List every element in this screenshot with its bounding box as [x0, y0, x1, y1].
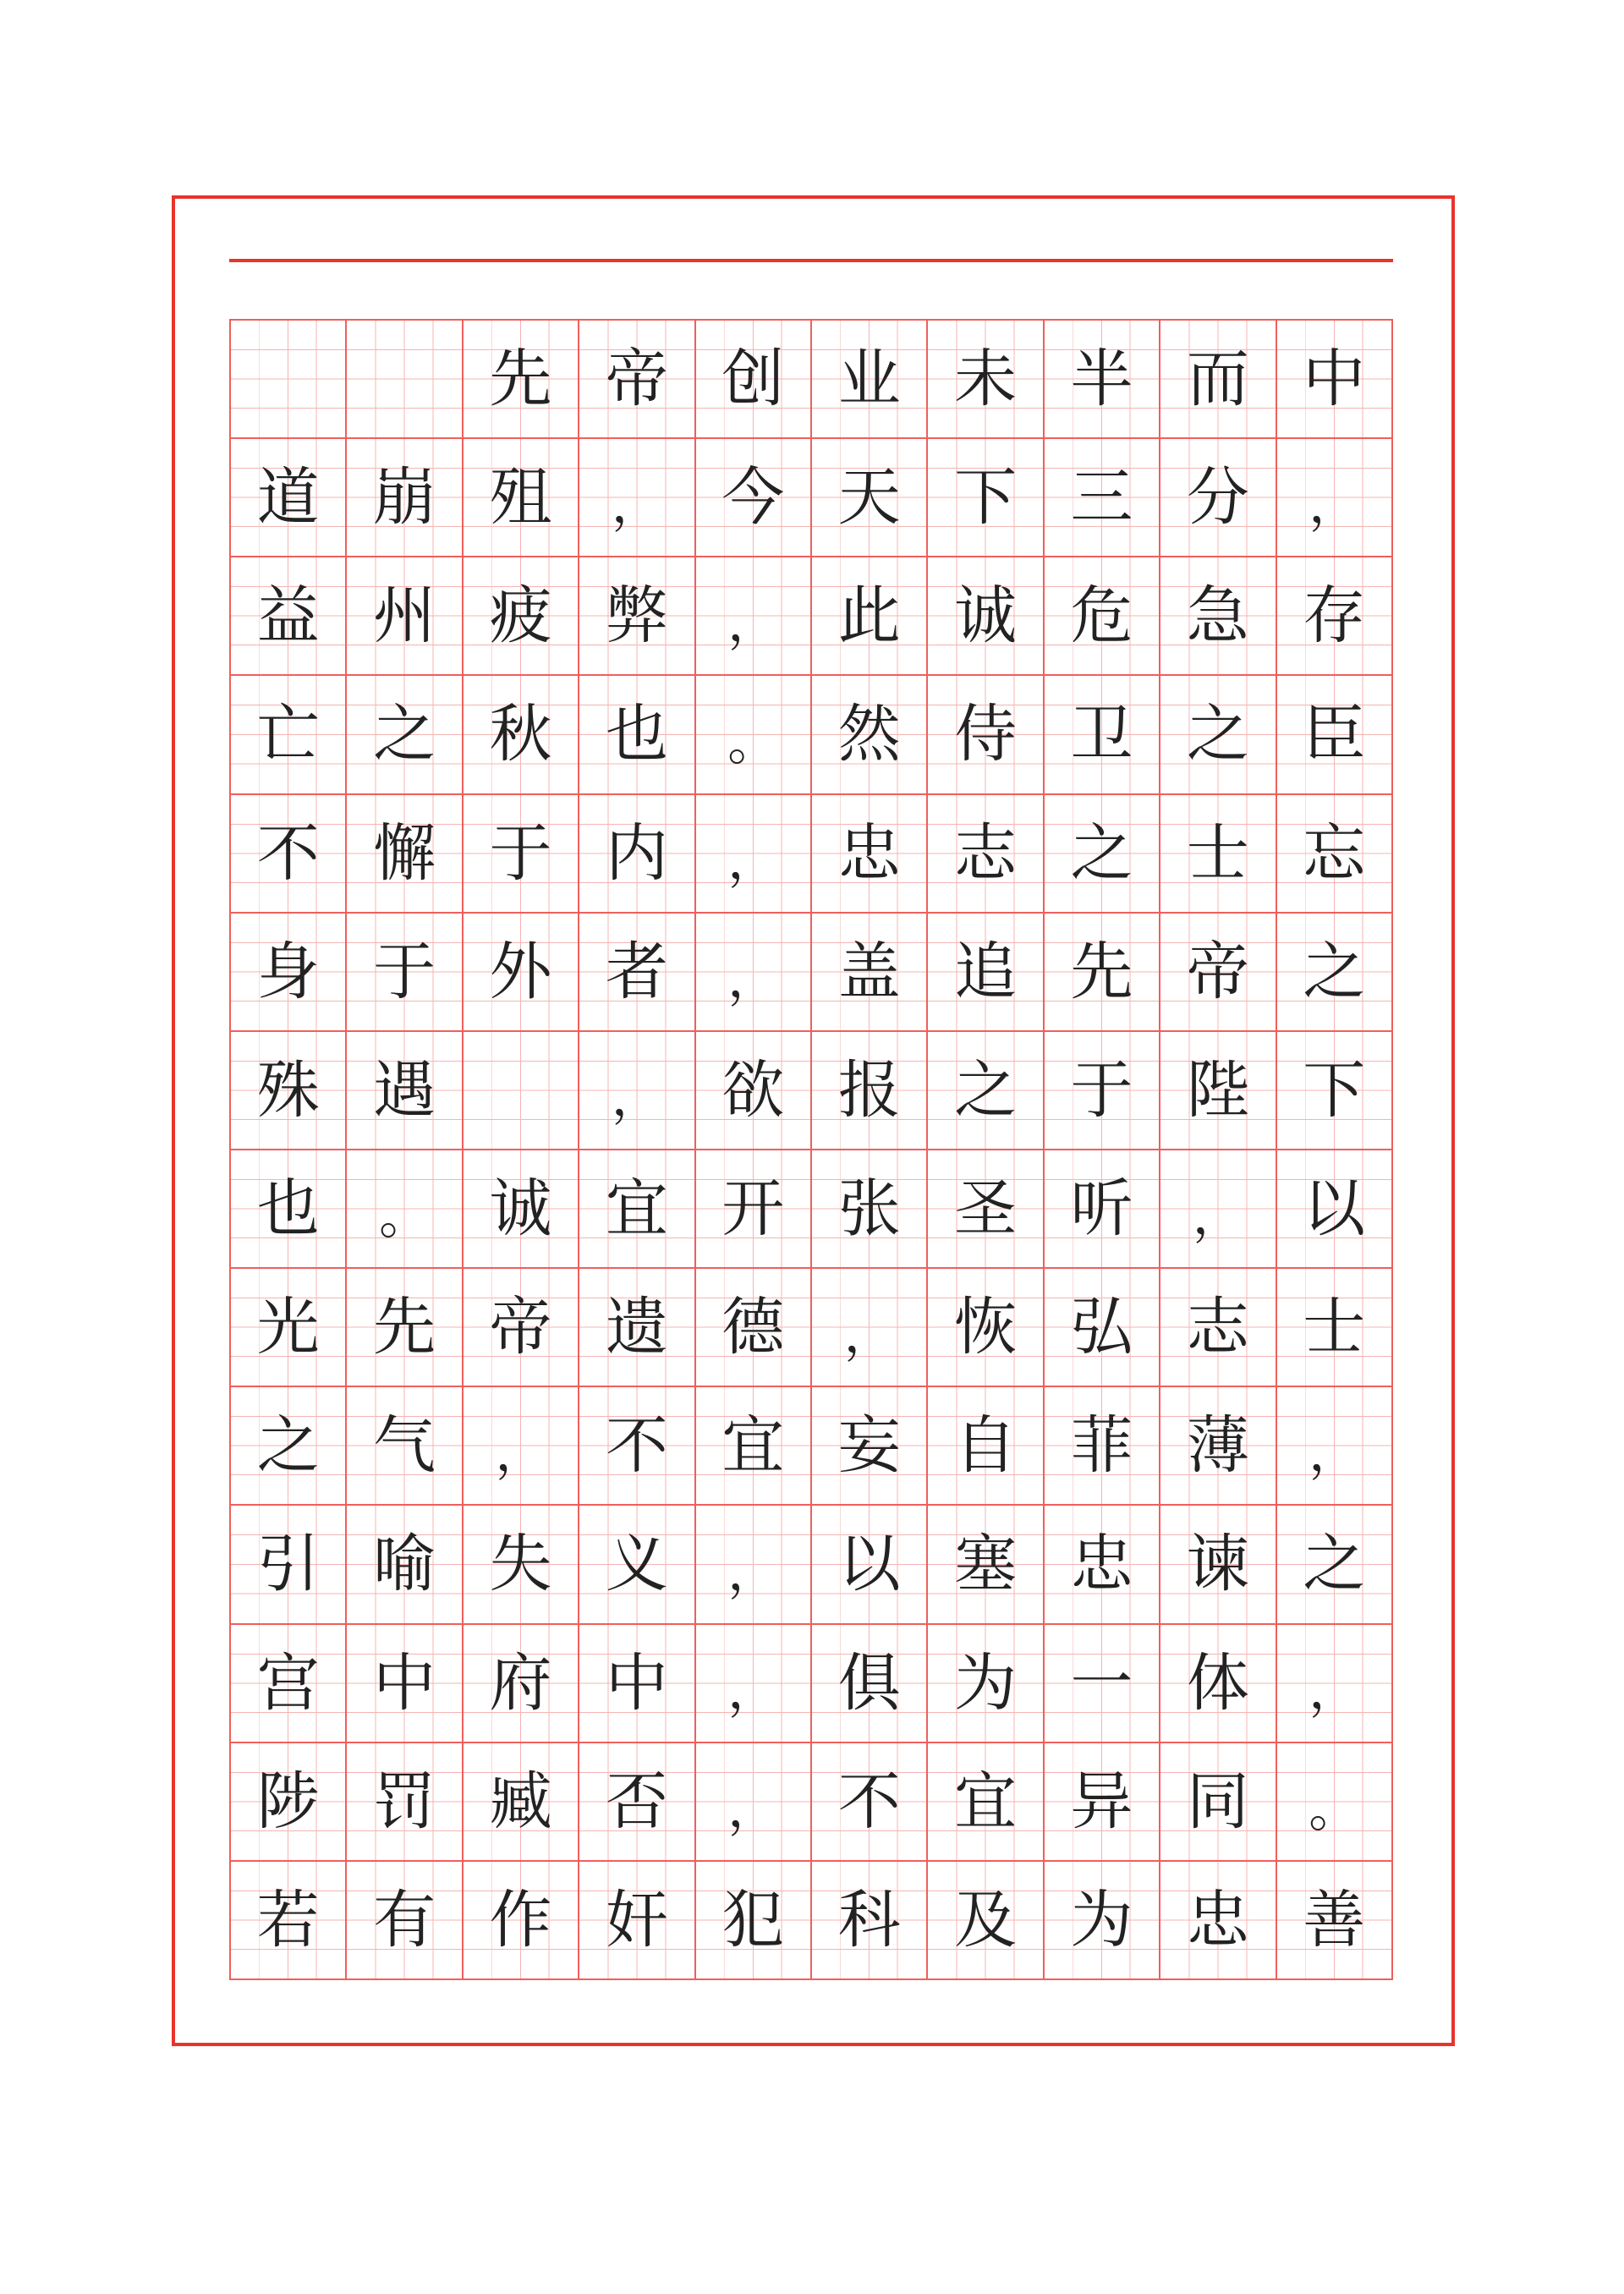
grid-cell	[231, 1625, 347, 1743]
text-char: 崩	[373, 461, 436, 535]
text-char: 义	[605, 1528, 668, 1601]
text-char: 陛	[1186, 1053, 1249, 1127]
text-char: 忠	[837, 816, 901, 890]
text-char: 臣	[1303, 698, 1366, 771]
grid-cell	[1160, 1625, 1276, 1743]
grid-cell	[579, 1269, 695, 1387]
punctuation-char: ，	[611, 1067, 662, 1128]
grid-cell	[696, 676, 812, 794]
grid-cell	[464, 1743, 579, 1862]
grid-cell	[579, 1862, 695, 1980]
punctuation-char: ，	[1192, 1187, 1243, 1247]
text-char: 未	[954, 343, 1018, 416]
grid-cell	[1277, 1625, 1393, 1743]
grid-cell	[1160, 914, 1276, 1032]
grid-cell	[579, 1625, 695, 1743]
text-char: 创	[721, 343, 785, 416]
text-char: 弘	[1070, 1291, 1133, 1364]
punctuation-char: ，	[1309, 1660, 1360, 1720]
grid-cell	[1045, 1862, 1160, 1980]
grid-cell	[464, 439, 579, 557]
grid-cell	[928, 557, 1044, 676]
grid-cell	[579, 1150, 695, 1269]
text-char: 圣	[954, 1172, 1018, 1246]
grid-cell	[464, 676, 579, 794]
text-char: 州	[373, 579, 436, 653]
grid-cell	[231, 1506, 347, 1624]
text-char: 作	[489, 1883, 552, 1956]
text-char: 分	[1186, 461, 1249, 535]
grid-cell	[696, 1743, 812, 1862]
text-char: 秋	[489, 698, 552, 771]
grid-cell	[347, 914, 463, 1032]
text-char: 罚	[373, 1764, 436, 1838]
grid-cell	[1277, 1269, 1393, 1387]
text-char: 帝	[1186, 935, 1249, 1008]
grid-cell	[464, 1269, 579, 1387]
text-char: 听	[1070, 1172, 1133, 1246]
text-char: 外	[489, 935, 552, 1008]
grid-cell	[464, 557, 579, 676]
grid-cell	[696, 1150, 812, 1269]
grid-cell	[1277, 557, 1393, 676]
punctuation-char: ，	[727, 1779, 779, 1839]
grid-cell	[812, 1269, 928, 1387]
grid-cell	[464, 1032, 579, 1150]
text-char: 然	[837, 698, 901, 771]
text-char: 光	[256, 1291, 320, 1364]
grid-cell	[1277, 1862, 1393, 1980]
grid-cell	[696, 439, 812, 557]
grid-cell	[696, 1032, 812, 1150]
grid-cell	[1045, 1150, 1160, 1269]
grid-cell	[579, 795, 695, 914]
grid-cell	[347, 1506, 463, 1624]
text-char: 之	[954, 1053, 1018, 1127]
grid-cell	[464, 914, 579, 1032]
grid-cell	[1045, 914, 1160, 1032]
grid-cell	[347, 1032, 463, 1150]
text-char: 懈	[373, 816, 436, 890]
grid-cell	[928, 1032, 1044, 1150]
text-char: 急	[1186, 579, 1249, 653]
grid-cell	[579, 1032, 695, 1150]
grid-cell	[1160, 557, 1276, 676]
grid-cell	[928, 1150, 1044, 1269]
text-char: 以	[1303, 1172, 1366, 1246]
text-char: 及	[954, 1883, 1018, 1956]
grid-cell	[1277, 439, 1393, 557]
grid-cell	[231, 439, 347, 557]
text-char: 德	[721, 1291, 785, 1364]
text-char: 忘	[1303, 816, 1366, 890]
grid-cell	[812, 914, 928, 1032]
grid-cell	[1045, 1269, 1160, 1387]
punctuation-char: 。	[1309, 1779, 1360, 1839]
grid-cell	[1045, 1506, 1160, 1624]
text-char: 引	[256, 1528, 320, 1601]
text-char: 此	[837, 579, 901, 653]
grid-cell	[1160, 321, 1276, 439]
grid-cell	[1160, 1862, 1276, 1980]
grid-cell	[464, 1150, 579, 1269]
text-char: 诚	[489, 1172, 552, 1246]
text-char: 士	[1186, 816, 1249, 890]
text-char: 异	[1070, 1764, 1133, 1838]
text-char: 开	[721, 1172, 785, 1246]
grid-cell	[1277, 1150, 1393, 1269]
grid-cell	[1045, 321, 1160, 439]
grid-cell	[231, 1743, 347, 1862]
punctuation-char: ，	[727, 594, 779, 654]
text-char: 塞	[954, 1528, 1018, 1601]
text-char: 半	[1070, 343, 1133, 416]
grid-cell	[928, 1625, 1044, 1743]
text-char: 科	[837, 1883, 901, 1956]
text-char: 以	[837, 1528, 901, 1601]
grid-cell	[579, 1387, 695, 1506]
grid-cell	[464, 1862, 579, 1980]
grid-cell	[696, 1506, 812, 1624]
text-char: 帝	[489, 1291, 552, 1364]
text-char: 忠	[1070, 1528, 1133, 1601]
grid-cell	[231, 676, 347, 794]
punctuation-char: ，	[727, 831, 779, 891]
text-char: 之	[256, 1409, 320, 1483]
grid-cell	[347, 321, 463, 439]
grid-cell	[696, 1269, 812, 1387]
text-char: 士	[1303, 1291, 1366, 1364]
text-char: 今	[721, 461, 785, 535]
text-char: 府	[489, 1646, 552, 1720]
text-char: 之	[1070, 816, 1133, 890]
text-char: 陟	[256, 1764, 320, 1838]
grid-cell	[696, 1387, 812, 1506]
text-char: 中	[1303, 343, 1366, 416]
grid-cell	[347, 1625, 463, 1743]
grid-cell	[928, 439, 1044, 557]
grid-cell	[812, 1150, 928, 1269]
grid-cell	[1045, 676, 1160, 794]
grid-cell	[812, 1862, 928, 1980]
grid-cell	[231, 557, 347, 676]
grid-cell	[1160, 795, 1276, 914]
text-char: 遇	[373, 1053, 436, 1127]
grid-cell	[1045, 557, 1160, 676]
punctuation-char: 。	[727, 712, 779, 772]
grid-cell	[464, 795, 579, 914]
text-char: 宜	[954, 1764, 1018, 1838]
grid-cell	[696, 1862, 812, 1980]
grid-cell	[1045, 439, 1160, 557]
text-char: 谏	[1186, 1528, 1249, 1601]
title-line	[229, 259, 1393, 262]
text-char: 同	[1186, 1764, 1249, 1838]
text-char: 宜	[721, 1409, 785, 1483]
text-char: 宫	[256, 1646, 320, 1720]
grid-cell	[1277, 1032, 1393, 1150]
grid-cell	[696, 914, 812, 1032]
text-char: 否	[605, 1764, 668, 1838]
text-char: 恢	[954, 1291, 1018, 1364]
grid-cell	[1277, 321, 1393, 439]
grid-cell	[464, 321, 579, 439]
text-char: 一	[1070, 1646, 1133, 1720]
grid-cell	[928, 1862, 1044, 1980]
text-char: 为	[1070, 1883, 1133, 1956]
text-char: 诚	[954, 579, 1018, 653]
grid-cell	[812, 557, 928, 676]
grid-cell	[1160, 1150, 1276, 1269]
grid-cell	[1160, 1387, 1276, 1506]
grid-cell	[579, 676, 695, 794]
text-char: 而	[1186, 343, 1249, 416]
grid-cell	[347, 557, 463, 676]
text-char: 气	[373, 1409, 436, 1483]
text-char: 也	[256, 1172, 320, 1246]
text-char: 志	[954, 816, 1018, 890]
text-char: 遗	[605, 1291, 668, 1364]
text-char: 喻	[373, 1528, 436, 1601]
text-char: 忠	[1186, 1883, 1249, 1956]
grid-cell	[231, 1150, 347, 1269]
punctuation-char: ，	[727, 1542, 779, 1602]
grid-cell	[1277, 676, 1393, 794]
grid-cell	[928, 1743, 1044, 1862]
text-char: 报	[837, 1053, 901, 1127]
punctuation-char: 。	[379, 1187, 431, 1247]
grid-cell	[579, 1506, 695, 1624]
grid-cell	[812, 1032, 928, 1150]
text-char: 为	[954, 1646, 1018, 1720]
text-char: 宜	[605, 1172, 668, 1246]
grid-cell	[812, 1625, 928, 1743]
grid-cell	[928, 914, 1044, 1032]
grid-cell	[579, 321, 695, 439]
text-char: 业	[837, 343, 901, 416]
grid-cell	[1160, 1032, 1276, 1150]
grid-cell	[1277, 795, 1393, 914]
grid-cell	[347, 1862, 463, 1980]
text-char: 之	[373, 698, 436, 771]
grid-cell	[928, 1387, 1044, 1506]
text-char: 于	[373, 935, 436, 1008]
text-char: 中	[373, 1646, 436, 1720]
text-char: 道	[256, 461, 320, 535]
text-char: 者	[605, 935, 668, 1008]
grid-cell	[928, 676, 1044, 794]
text-char: 殂	[489, 461, 552, 535]
text-char: 盖	[837, 935, 901, 1008]
grid-cell	[812, 321, 928, 439]
text-char: 天	[837, 461, 901, 535]
text-char: 俱	[837, 1646, 901, 1720]
grid-cell	[231, 1269, 347, 1387]
text-char: 亡	[256, 698, 320, 771]
grid-cell	[464, 1506, 579, 1624]
grid-cell	[1160, 1269, 1276, 1387]
text-char: 失	[489, 1528, 552, 1601]
text-char: 之	[1303, 935, 1366, 1008]
text-char: 追	[954, 935, 1018, 1008]
text-char: 帝	[605, 343, 668, 416]
grid-cell	[347, 439, 463, 557]
text-char: 危	[1070, 579, 1133, 653]
text-char: 益	[256, 579, 320, 653]
text-char: 臧	[489, 1764, 552, 1838]
grid-cell	[579, 557, 695, 676]
grid-cell	[231, 1862, 347, 1980]
grid-cell	[579, 1743, 695, 1862]
text-char: 疲	[489, 579, 552, 653]
text-char: 存	[1303, 579, 1366, 653]
grid-cell	[347, 1743, 463, 1862]
grid-cell	[1045, 1032, 1160, 1150]
grid-cell	[928, 1506, 1044, 1624]
grid-cell	[1277, 1387, 1393, 1506]
grid-cell	[464, 1625, 579, 1743]
grid-cell	[696, 557, 812, 676]
grid-cell	[231, 795, 347, 914]
grid-cell	[1277, 1506, 1393, 1624]
text-char: 有	[373, 1883, 436, 1956]
text-char: 下	[1303, 1053, 1366, 1127]
text-char: 不	[256, 816, 320, 890]
text-char: 体	[1186, 1646, 1249, 1720]
grid-cell	[696, 1625, 812, 1743]
grid-cell	[1160, 676, 1276, 794]
grid-cell	[347, 795, 463, 914]
text-char: 欲	[721, 1053, 785, 1127]
text-char: 之	[1303, 1528, 1366, 1601]
text-char: 不	[605, 1409, 668, 1483]
grid-cell	[347, 1269, 463, 1387]
grid-cell	[1045, 1625, 1160, 1743]
grid-cell	[812, 1743, 928, 1862]
grid-cell	[579, 439, 695, 557]
punctuation-char: ，	[727, 949, 779, 1009]
text-char: 菲	[1070, 1409, 1133, 1483]
text-char: 下	[954, 461, 1018, 535]
text-char: 奸	[605, 1883, 668, 1956]
text-char: 志	[1186, 1291, 1249, 1364]
text-char: 内	[605, 816, 668, 890]
grid-cell	[1160, 1506, 1276, 1624]
text-char: 妄	[837, 1409, 901, 1483]
grid-cell	[928, 795, 1044, 914]
text-char: 先	[1070, 935, 1133, 1008]
grid-cell	[1160, 1743, 1276, 1862]
grid-cell	[1045, 1743, 1160, 1862]
grid-cell	[347, 1387, 463, 1506]
grid-cell	[579, 914, 695, 1032]
punctuation-char: ，	[1309, 475, 1360, 535]
text-char: 先	[373, 1291, 436, 1364]
grid-cell	[1045, 1387, 1160, 1506]
text-char: 三	[1070, 461, 1133, 535]
grid-cell	[696, 795, 812, 914]
punctuation-char: ，	[1309, 1424, 1360, 1484]
text-char: 若	[256, 1883, 320, 1956]
grid-cell	[812, 795, 928, 914]
grid-cell	[928, 321, 1044, 439]
grid-cell	[231, 914, 347, 1032]
text-char: 弊	[605, 579, 668, 653]
grid-cell	[812, 1506, 928, 1624]
punctuation-char: ，	[843, 1305, 895, 1365]
text-char: 不	[837, 1764, 901, 1838]
grid-cell	[231, 1387, 347, 1506]
text-char: 先	[489, 343, 552, 416]
grid-cell	[231, 1032, 347, 1150]
punctuation-char: ，	[727, 1660, 779, 1720]
grid-cell	[1160, 439, 1276, 557]
text-char: 薄	[1186, 1409, 1249, 1483]
text-char: 卫	[1070, 698, 1133, 771]
text-char: 侍	[954, 698, 1018, 771]
grid-cell	[1277, 1743, 1393, 1862]
grid-cell	[231, 321, 347, 439]
grid-cell	[696, 321, 812, 439]
text-char: 于	[1070, 1053, 1133, 1127]
punctuation-char: ，	[611, 475, 662, 535]
text-char: 之	[1186, 698, 1249, 771]
grid-cell	[1277, 914, 1393, 1032]
text-char: 犯	[721, 1883, 785, 1956]
grid-cell	[812, 676, 928, 794]
grid-cell	[1045, 795, 1160, 914]
grid-cell	[347, 676, 463, 794]
grid-cell	[812, 1387, 928, 1506]
text-char: 自	[954, 1409, 1018, 1483]
grid-cell	[347, 1150, 463, 1269]
punctuation-char: ，	[495, 1424, 546, 1484]
text-char: 身	[256, 935, 320, 1008]
writing-grid	[229, 319, 1393, 1980]
text-char: 于	[489, 816, 552, 890]
text-char: 殊	[256, 1053, 320, 1127]
grid-cell	[928, 1269, 1044, 1387]
text-char: 张	[837, 1172, 901, 1246]
grid-cell	[812, 439, 928, 557]
text-char: 善	[1303, 1883, 1366, 1956]
text-char: 中	[605, 1646, 668, 1720]
text-char: 也	[605, 698, 668, 771]
grid-cell	[464, 1387, 579, 1506]
